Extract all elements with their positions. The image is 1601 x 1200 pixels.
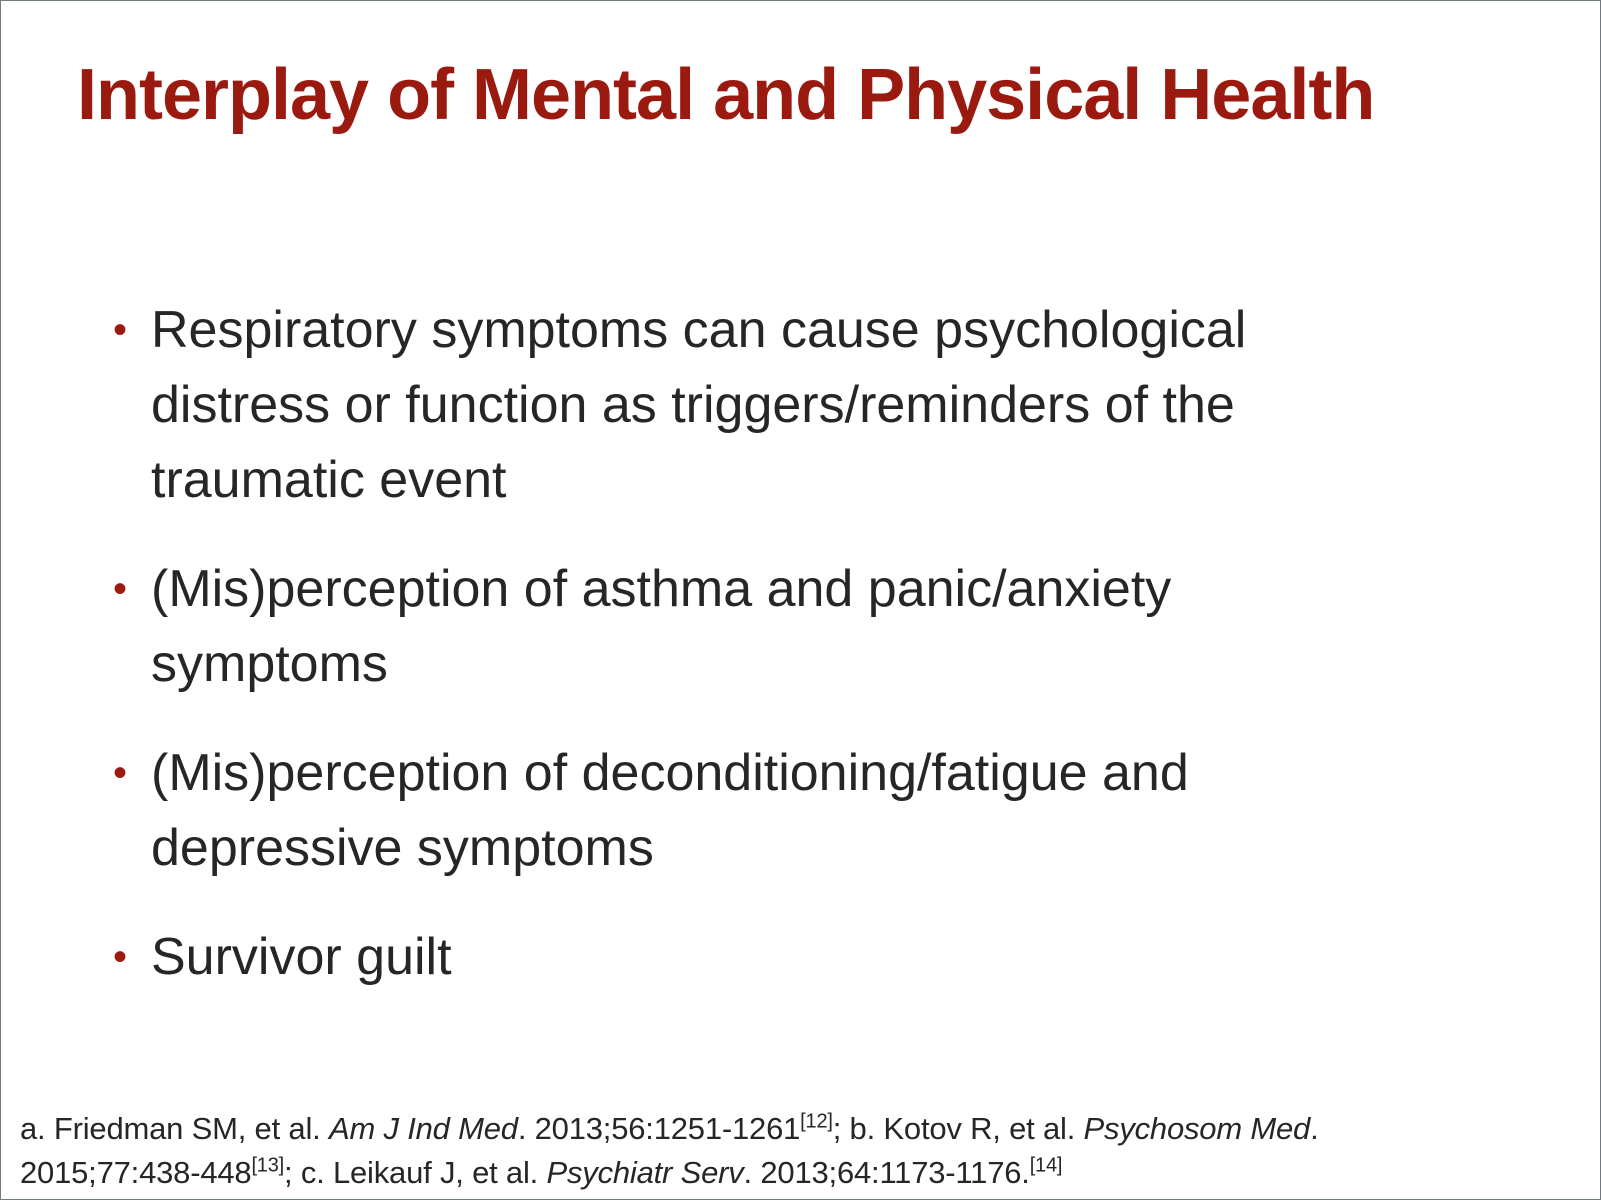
reference-c-citation: . 2013;64:1173-1176. — [743, 1155, 1030, 1190]
references — [20, 1107, 1590, 1195]
bullet-point-icon: • — [113, 935, 128, 979]
reference-c-superscript: [14] — [1029, 1154, 1063, 1177]
bullet-point-icon: • — [113, 567, 128, 611]
bullet-item — [113, 736, 1351, 886]
reference-a-prefix: a. Friedman SM, et al. — [20, 1111, 329, 1146]
bullet-item — [113, 552, 1311, 702]
reference-b-journal: Psychosom Med — [1083, 1111, 1311, 1146]
reference-b-citation-continued: 2015;77:438-448 — [20, 1155, 252, 1190]
bullet-item — [113, 293, 1371, 518]
bullet-item — [113, 920, 1351, 995]
reference-a-journal: Am J Ind Med — [328, 1111, 518, 1146]
reference-a-citation: . 2013;56:1251-1261 — [517, 1111, 801, 1146]
reference-b-citation: . — [1310, 1111, 1319, 1146]
bullet-point-icon: • — [113, 308, 128, 352]
bullet-list — [113, 293, 1513, 995]
bullet-text: (Mis)perception of asthma and panic/anxiety symptoms — [151, 560, 1172, 693]
reference-line-2 — [20, 1151, 1590, 1195]
bullet-text: Survivor guilt — [151, 928, 452, 986]
bullet-point-icon: • — [113, 751, 128, 795]
reference-a-superscript: [12] — [800, 1110, 833, 1133]
bullet-text: (Mis)perception of deconditioning/fatigue and depressive symptoms — [151, 744, 1189, 877]
reference-c-journal: Psychiatr Serv — [546, 1155, 744, 1190]
slide-title: Interplay of Mental and Physical Health — [77, 55, 1375, 135]
bullet-text: Respiratory symptoms can cause psychological distress or function as triggers/reminders of the traumatic event — [151, 301, 1247, 509]
reference-b-prefix: ; b. Kotov R, et al. — [832, 1111, 1084, 1146]
reference-line-1 — [20, 1107, 1590, 1151]
reference-b-superscript: [13] — [251, 1154, 285, 1177]
reference-c-prefix: ; c. Leikauf J, et al. — [284, 1155, 547, 1190]
